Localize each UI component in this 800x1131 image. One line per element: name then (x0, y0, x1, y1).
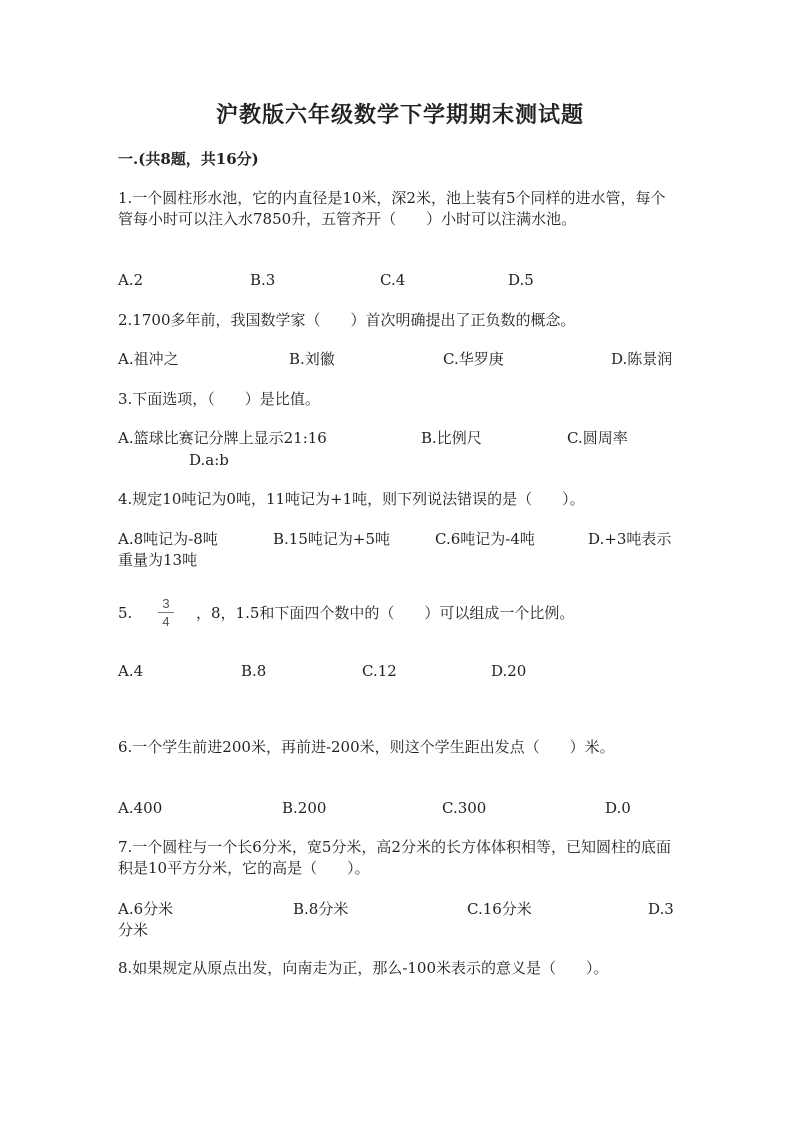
q7-option-c[interactable]: C.16分米 (467, 900, 532, 918)
question-5-text: ，8，1.5和下面四个数中的（ ）可以组成一个比例。 (196, 604, 575, 622)
q7-option-a[interactable]: A.6分米 (118, 900, 174, 918)
question-7: 7.一个圆柱与一个长6分米，宽5分米，高2分米的长方体体积相等，已知圆柱的底面积是10平方分米，它的高是（ ）。 (118, 838, 671, 877)
question-4: 4.规定10吨记为0吨，11吨记为+1吨，则下列说法错误的是（ ）。 (118, 490, 585, 508)
q2-option-a[interactable]: A.祖冲之 (118, 350, 179, 368)
fraction-bar (158, 612, 174, 613)
fraction-denominator: 4 (162, 614, 170, 629)
question-2: 2.1700多年前，我国数学家（ ）首次明确提出了正负数的概念。 (118, 311, 576, 329)
q4-option-b[interactable]: B.15吨记为+5吨 (273, 530, 390, 548)
q5-option-b[interactable]: B.8 (241, 662, 267, 680)
q3-option-a[interactable]: A.篮球比赛记分牌上显示21:16 (118, 429, 327, 447)
q6-option-c[interactable]: C.300 (442, 799, 487, 817)
q5-option-a[interactable]: A.4 (118, 662, 144, 680)
q6-option-d[interactable]: D.0 (605, 799, 631, 817)
q1-option-c[interactable]: C.4 (380, 271, 406, 289)
q1-option-d[interactable]: D.5 (508, 271, 534, 289)
fraction-numerator: 3 (162, 596, 170, 611)
question-8: 8.如果规定从原点出发，向南走为正，那么-100米表示的意义是（ ）。 (118, 959, 609, 977)
question-6: 6.一个学生前进200米，再前进-200米，则这个学生距出发点（ ）米。 (118, 738, 615, 756)
q4-option-c[interactable]: C.6吨记为-4吨 (435, 530, 535, 548)
q7-option-d[interactable]: D.3分米 (118, 900, 674, 939)
section-heading: 一.(共8题，共16分) (118, 150, 259, 168)
q3-option-d[interactable]: D.a:b (189, 451, 229, 469)
q4-option-a[interactable]: A.8吨记为-8吨 (118, 530, 218, 548)
question-5-number: 5. (118, 604, 133, 622)
q3-option-b[interactable]: B.比例尺 (421, 429, 482, 447)
q1-option-a[interactable]: A.2 (118, 271, 144, 289)
q3-option-c[interactable]: C.圆周率 (567, 429, 628, 447)
q1-option-b[interactable]: B.3 (250, 271, 276, 289)
q2-option-b[interactable]: B.刘徽 (289, 350, 335, 368)
q2-option-c[interactable]: C.华罗庚 (443, 350, 504, 368)
q6-option-b[interactable]: B.200 (282, 799, 327, 817)
question-1: 1.一个圆柱形水池，它的内直径是10米，深2米，池上装有5个同样的进水管，每个管每小时可以注入水7850升，五管齐开（ ）小时可以注满水池。 (118, 189, 666, 228)
q6-option-a[interactable]: A.400 (118, 799, 163, 817)
question-3: 3.下面选项，（ ）是比值。 (118, 390, 320, 408)
q7-option-b[interactable]: B.8分米 (293, 900, 349, 918)
fraction-three-quarters (156, 596, 176, 629)
q2-option-d[interactable]: D.陈景润 (611, 350, 673, 368)
q5-option-c[interactable]: C.12 (362, 662, 397, 680)
q5-option-d[interactable]: D.20 (491, 662, 527, 680)
q4-option-d[interactable]: D.+3吨表示重量为13吨 (118, 530, 672, 569)
page-title: 沪教版六年级数学下学期期末测试题 (215, 102, 584, 128)
